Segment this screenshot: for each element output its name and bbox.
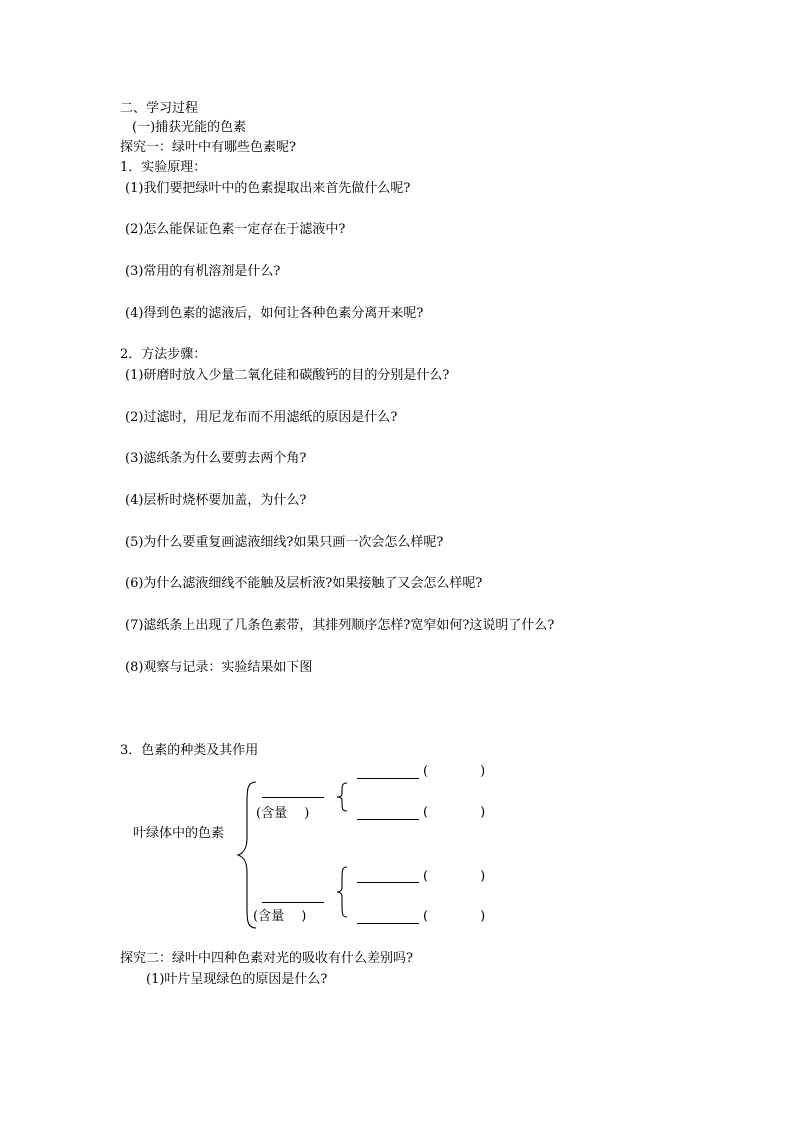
pigment2-blank <box>357 819 419 820</box>
procedure-heading: 2．方法步骤： <box>120 347 207 362</box>
pigment1-paren: ( ) <box>423 764 486 779</box>
principle-q1: (1)我们要把绿叶中的色素提取出来首先做什么呢? <box>125 181 411 196</box>
inquiry2-q1: (1)叶片呈现绿色的原因是什么? <box>146 972 328 987</box>
pigments-heading: 3．色素的种类及其作用 <box>120 743 259 758</box>
section-title: 二、学习过程 <box>120 101 199 116</box>
group2-content: (含量 ) <box>253 909 307 924</box>
big-brace <box>236 780 260 930</box>
procedure-q3: (3)滤纸条为什么要剪去两个角? <box>125 451 307 466</box>
pigment4-blank <box>357 923 419 924</box>
group2-blank <box>262 902 324 903</box>
group1-blank <box>262 797 324 798</box>
principle-heading: 1．实验原理： <box>120 160 207 175</box>
group2-brace <box>334 866 350 918</box>
pigment2-paren: ( ) <box>423 805 486 820</box>
pigment3-blank <box>357 882 419 883</box>
group1-content: (含量 ) <box>256 806 310 821</box>
pigment1-blank <box>357 778 419 779</box>
principle-q3: (3)常用的有机溶剂是什么? <box>125 264 281 279</box>
inquiry1-title: 探究一：绿叶中有哪些色素呢? <box>120 140 296 155</box>
procedure-q1: (1)研磨时放入少量二氧化硅和碳酸钙的目的分别是什么? <box>125 368 450 383</box>
principle-q4: (4)得到色素的滤液后，如何让各种色素分离开来呢? <box>125 306 424 321</box>
procedure-q6: (6)为什么滤液细线不能触及层析液?如果接触了又会怎么样呢? <box>125 576 483 591</box>
group1-brace <box>334 782 350 812</box>
procedure-q7: (7)滤纸条上出现了几条色素带，其排列顺序怎样?宽窄如何?这说明了什么? <box>125 618 555 633</box>
procedure-q8: (8)观察与记录：实验结果如下图 <box>125 660 313 675</box>
pigment-root-label: 叶绿体中的色素 <box>133 826 225 841</box>
subsection-title: (一)捕获光能的色素 <box>132 120 247 135</box>
pigment4-paren: ( ) <box>423 909 486 924</box>
procedure-q2: (2)过滤时，用尼龙布而不用滤纸的原因是什么? <box>125 410 398 425</box>
procedure-q5: (5)为什么要重复画滤液细线?如果只画一次会怎么样呢? <box>125 535 444 550</box>
principle-q2: (2)怎么能保证色素一定存在于滤液中? <box>125 222 346 237</box>
inquiry2-title: 探究二：绿叶中四种色素对光的吸收有什么差别吗? <box>120 951 413 966</box>
procedure-q4: (4)层析时烧杯要加盖，为什么? <box>125 493 307 508</box>
pigment3-paren: ( ) <box>423 869 486 884</box>
